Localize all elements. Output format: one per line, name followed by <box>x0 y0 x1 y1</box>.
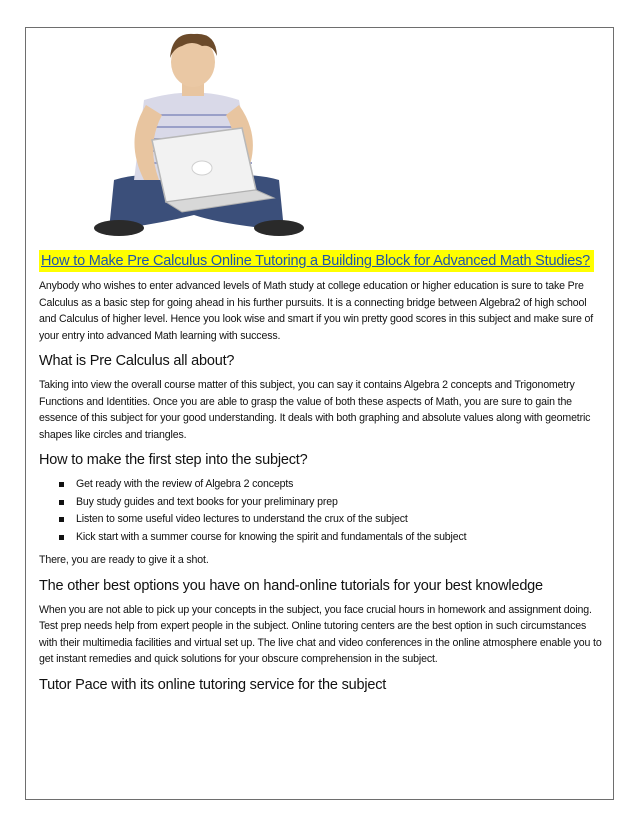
page-content <box>39 28 605 695</box>
section-heading: What is Pre Calculus all about? <box>39 353 235 369</box>
bullet-list <box>39 476 605 546</box>
section-paragraph: When you are not able to pick up your concepts in the subject, you face crucial hours in homework and assignment doing. Test prep needs help from expert people in the subject. Online tutoring centers are the best option in such circumstances with their multimedia facilities and virtual set up. The live chat and video conferences in the online atmosphere enable you to get instant remedies and quick solutions for your obscure comprehension in the subject. <box>39 603 602 665</box>
list-item: Kick start with a summer course for knowing the spirit and fundamentals of the subject <box>39 529 605 547</box>
list-item: Get ready with the review of Algebra 2 concepts <box>39 476 605 494</box>
article-title <box>39 250 594 272</box>
intro-paragraph: Anybody who wishes to enter advanced levels of Math study at college education or higher education is sure to take Pre Calculus as a basic step for going ahead in his further pursuits. It is a connecting bridge between Algebra2 of high school and Calculus of higher level. Hence you look wise and smart if you win pretty good scores in this subject and make sure of your entry into advanced Math learning with success. <box>39 280 594 342</box>
student-illustration <box>74 30 314 240</box>
section-paragraph: Taking into view the overall course matter of this subject, you can say it contains Algebra 2 concepts and Trigonometry Functions and Identities. Once you are able to grasp the value of both these aspects of Math, you are sure to gain the essence of this subject for your good understanding. It deals with both graphing and absolute values along with geometric shapes like circles and triangles. <box>39 379 591 441</box>
section-heading: The other best options you have on hand-online tutorials for your best knowledge <box>39 577 543 594</box>
list-item: Listen to some useful video lectures to understand the crux of the subject <box>39 511 605 529</box>
section-paragraph: There, you are ready to give it a shot. <box>39 554 209 566</box>
section-heading: How to make the first step into the subject? <box>39 452 308 468</box>
section-heading: Tutor Pace with its online tutoring service for the subject <box>39 676 387 693</box>
article-title-text: How to Make Pre Calculus Online Tutoring a Building Block for Advanced Math Studies? <box>41 253 590 269</box>
student-laptop-photo <box>74 30 314 240</box>
document-page <box>25 27 614 800</box>
list-item: Buy study guides and text books for your preliminary prep <box>39 494 605 512</box>
